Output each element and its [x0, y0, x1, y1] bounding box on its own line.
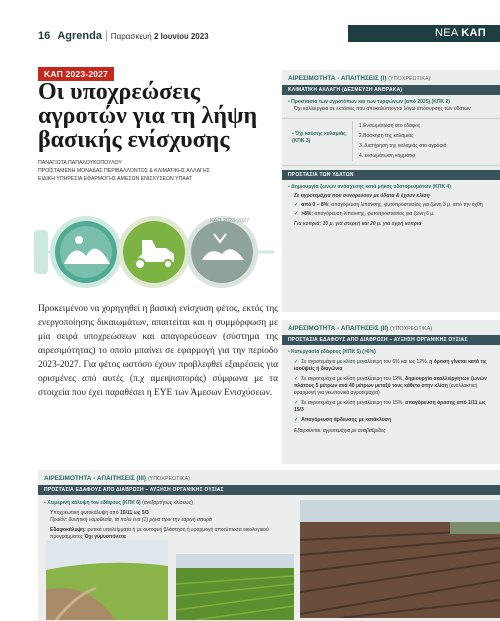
box3-erosion-bar: ΠΡΟΣΤΑΣΙΑ ΕΔΑΦΟΥΣ ΑΠΟ ΔΙΑΒΡΩΣΗ – ΑΥΞΗΣΗ ΟΡΓΑΝΙΚΗΣ ΟΥΣΙΑΣ — [38, 485, 500, 495]
issue-date: Παρασκευή 2 Ιουνίου 2023 — [110, 32, 209, 41]
box1-title: ΑΙΡΕΣΙΜΟΤΗΤΑ - ΑΠΑΙΤΗΣΕΙΣ (Ι) (ΥΠΟΧΡΕΩΤΙΚΑ) — [282, 70, 500, 85]
box1-water-bar: ΠΡΟΣΤΑΣΙΑ ΤΩΝ ΥΔΑΤΩΝ — [282, 170, 500, 180]
article-body: Προκειμένου να χορηγηθεί η βασική ενίσχυση φέτος, εκτός της ενεργοποίησης δικαιωμάτων, απαιτείται και η συμμόρφωση με μία σειρά υποχρεώσεων και απαγορεύσεων (σύστημα της αιρεσιμότητας) το οποίο μπαίνει σε εφαρμογή για την περίοδο 2023-2027. Για φέτος ωστόσο έχουν προβλεφθεί εξαιρέσεις για ορισμένες από αυτές (π.χ αμειψισποράς) σύμφωνα με τα στοιχεία που έχει παραθέσει η ΕΥΕ των Άμεσων Ενισχύσεων. — [38, 304, 278, 398]
requirements-box-2 — [282, 320, 500, 464]
cap-illustration — [34, 212, 274, 292]
green-field-photo — [176, 554, 294, 620]
box1-climate-bar: ΚΛΙΜΑΤΙΚΗ ΑΛΛΑΓΗ (ΔΕΣΜΕΥΣΗ ΑΝΘΡΑΚΑ) — [282, 85, 500, 95]
article-title: Οι υποχρεώσεις αγροτών για τη λήψη βασικής ενίσχυσης — [38, 79, 258, 153]
requirements-box-3 — [38, 470, 500, 621]
author-block — [38, 159, 268, 183]
box1-wetlands-item: • Προστασία των υγροτόπων και των τυρφώνων (από 2025) (ΚΠΚ 2) Όχι καλλιέργεια σε εκτάσεις που αποκαλύπτονται λόγω απόσυρσης των υδάτων — [282, 95, 500, 119]
author-office: ΕΙΔΙΚΗ ΥΠΗΡΕΣΙΑ ΕΦΑΡΜΟΓΗΣ ΑΜΕΣΩΝ ΕΝΙΣΧΥΣΕΩΝ ΥΠΑΑΤ — [38, 176, 193, 182]
box2-tillage-item: • Κατεργασία εδάφους (ΚΠΚ 5) (>6%) ✓ Σε αγροτεμάχια με κλίση μεγαλύτερη του 6% και ως 12%, η όραση γίνεται κατά τις ισοϋψείς ή διαγώνια ✓ Σε αγροτεμάχια με κλίση μεγαλύτερη του 12%, δημιουργία ακαλλιέργητων ζωνών πλάτους 5 μέτρων ανά 40 μέτρων μεταξύ τους κάθετα στην κλίση (εναλλακτική εφαρμογή για γεωπονικά αγροτεμάχια) ✓ Σε αγροτεμάχια με κλίση μεγαλύτερη του 15%, απαγόρευση όρασης από 1/11 ως 15/3 ✓ Απαγόρευση άρδευσης με κατάκλυση Εξαιρούνται: αγροτεμάχια με αναβαθμίδες — [288, 349, 487, 434]
page-number-line: 16 Agrenda | Παρασκευή 2 Ιουνίου 2023 — [38, 30, 209, 42]
section-label: ΝΕΑ ΚΑΠ — [348, 25, 500, 42]
box2-title: ΑΙΡΕΣΙΜΟΤΗΤΑ - ΑΠΑΙΤΗΣΕΙΣ (ΙΙ) (ΥΠΟΧΡΕΩΤΙΚΑ) — [282, 320, 500, 335]
article-badge: ΚΑΠ 2023-2027 — [38, 67, 114, 81]
author-name: ΠΑΝΑΓΙΩΤΑ ΠΑΠΑΛΟΥΚΟΠΟΥΛΟΥ — [38, 160, 122, 166]
box1-buffer-item: • Δημιουργία ζωνών ανάσχεσης κατά μήκος υδατορευμάτων (ΚΠΚ 4) Σε αγροτεμάχια που συνορεύουν με ύδατα & έχουν κλίση ✓ από 0 – 8%: απαγόρευση λίπανσης, φυτοπροστασίας για ζώνη 3 μ. από την όχθη ✓ >8%: απαγόρευση λίπανσης, φυτοπροστασίας για ζώνη 6 μ. Για κοπριά: 10 μ. για στερεή και 20 μ. για υγρή κοπριά — [288, 184, 483, 227]
plowed-field-photo — [300, 500, 500, 618]
author-role: ΠΡΟΪΣΤΑΜΕΝΗ ΜΟΝΑΔΑΣ ΠΕΡΙΒΑΛΛΟΝΤΟΣ & ΚΛΙΜΑΤΙΚΗΣ ΑΛΛΑΓΗΣ — [38, 168, 210, 174]
page-header — [0, 0, 500, 46]
magazine-name: Agrenda — [57, 30, 102, 42]
requirements-box-1 — [282, 70, 500, 312]
illustration-label: ΚΑΠ 2023-2027 — [210, 218, 250, 224]
box3-winter-cover-item: • Χειμερινή κάλυψη του εδάφους (ΚΠΚ 6) (ανεξαρτήτως κλίσεως) Υποχρεωτική φυτοκάλυψη από 15/11 ως 5/3 Προϊόν: δυνητική νομοθεσία, τα πολύ ένα (1) μήνα πριν την εαρινή σπορά Εδαφοκάλυψη: φυτικά υπολείμματα ή με αυτοφυή βλάστηση ή εφαρμογή αποτύπωσα οικολογικού προγράμματος Όχι γυμνοπόνετα — [44, 500, 269, 540]
page-number: 16 — [38, 30, 51, 42]
box3-title: ΑΙΡΕΣΙΜΟΤΗΤΑ - ΑΠΑΙΤΗΣΕΙΣ (ΙΙΙ) (ΥΠΟΧΡΕΩΤΙΚΑ) — [38, 470, 500, 485]
box2-erosion-bar: ΠΡΟΣΤΑΣΙΑ ΕΔΑΦΟΥΣ ΑΠΟ ΔΙΑΒΡΩΣΗ – ΑΥΞΗΣΗ ΟΡΓΑΝΙΚΗΣ ΟΥΣΙΑΣ — [282, 335, 500, 345]
box1-burning-item: • Όχι καύσης καλαμιάς (ΚΠΚ 3) 1.Ενσωμάτωση στο έδαφος 2.Βόσκηση της καλαμιάς 3. Διατήρηση της καλαμιάς στο αγρόφιό 4. ενσωμάτωση κομμάτια — [282, 119, 500, 166]
cover-crop-slope-photo — [46, 540, 168, 620]
